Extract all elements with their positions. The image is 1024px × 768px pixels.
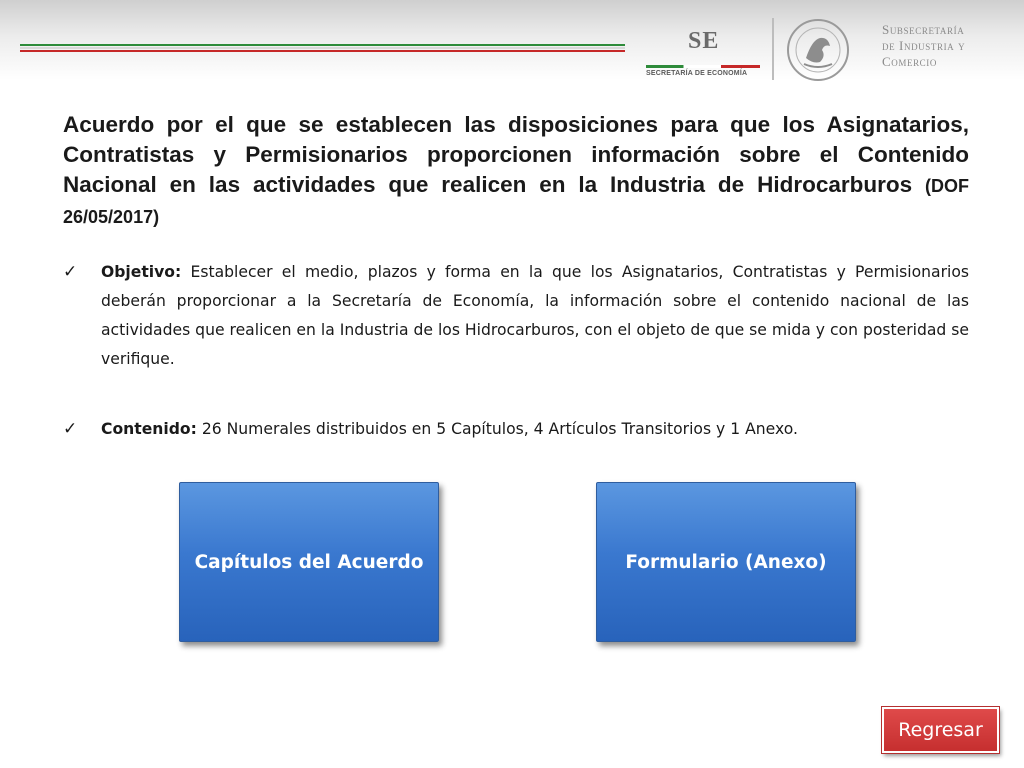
bullet-label: Objetivo: xyxy=(101,263,182,281)
logo-caption: SECRETARÍA DE ECONOMÍA xyxy=(646,70,748,77)
page-title xyxy=(63,110,969,232)
subsecretaria-line-3: Comercio xyxy=(882,54,937,69)
bullet-text: Establecer el medio, plazos y forma en la que los Asignatarios, Contratistas y Permisionarios deberán proporcionar a la Secretaría de Economía, la información sobre el contenido nacional de las actividades que realicen en la Industria de los Hidrocarburos, con el objeto de que se mida y con posteridad se verifique. xyxy=(101,263,969,368)
capitulos-button[interactable] xyxy=(179,482,439,642)
checkmark-icon: ✓ xyxy=(63,262,78,282)
logo-mark: SE xyxy=(688,28,720,54)
bullet-objetivo xyxy=(63,258,969,374)
bullet-contenido xyxy=(63,415,969,444)
mexico-coat-of-arms-icon xyxy=(786,18,850,82)
subsecretaria-line-2: de Industria y xyxy=(882,38,966,53)
regresar-button[interactable] xyxy=(882,707,999,753)
header-divider xyxy=(772,18,774,80)
bullet-label: Contenido: xyxy=(101,420,197,438)
logo-flag-bar xyxy=(646,65,760,68)
se-logo xyxy=(640,28,766,77)
subsecretaria-title xyxy=(882,22,965,70)
title-reference: (DOF 26/05/2017) xyxy=(63,176,969,227)
flag-stripes xyxy=(20,44,625,54)
capitulos-button-label: Capítulos del Acuerdo xyxy=(194,551,424,573)
regresar-button-label: Regresar xyxy=(898,719,983,741)
bullet-text: 26 Numerales distribuidos en 5 Capítulos, 4 Artículos Transitorios y 1 Anexo. xyxy=(201,420,798,438)
formulario-button[interactable] xyxy=(596,482,856,642)
title-text: Acuerdo por el que se establecen las disposiciones para que los Asignatarios, Contratistas y Permisionarios proporcionen información sobre el Contenido Nacional en las actividades que realicen en la Industria de Hidrocarburos xyxy=(63,112,969,197)
header-band xyxy=(0,0,1024,80)
checkmark-icon: ✓ xyxy=(63,419,78,439)
formulario-button-label: Formulario (Anexo) xyxy=(625,551,827,573)
subsecretaria-line-1: Subsecretaría xyxy=(882,22,965,37)
